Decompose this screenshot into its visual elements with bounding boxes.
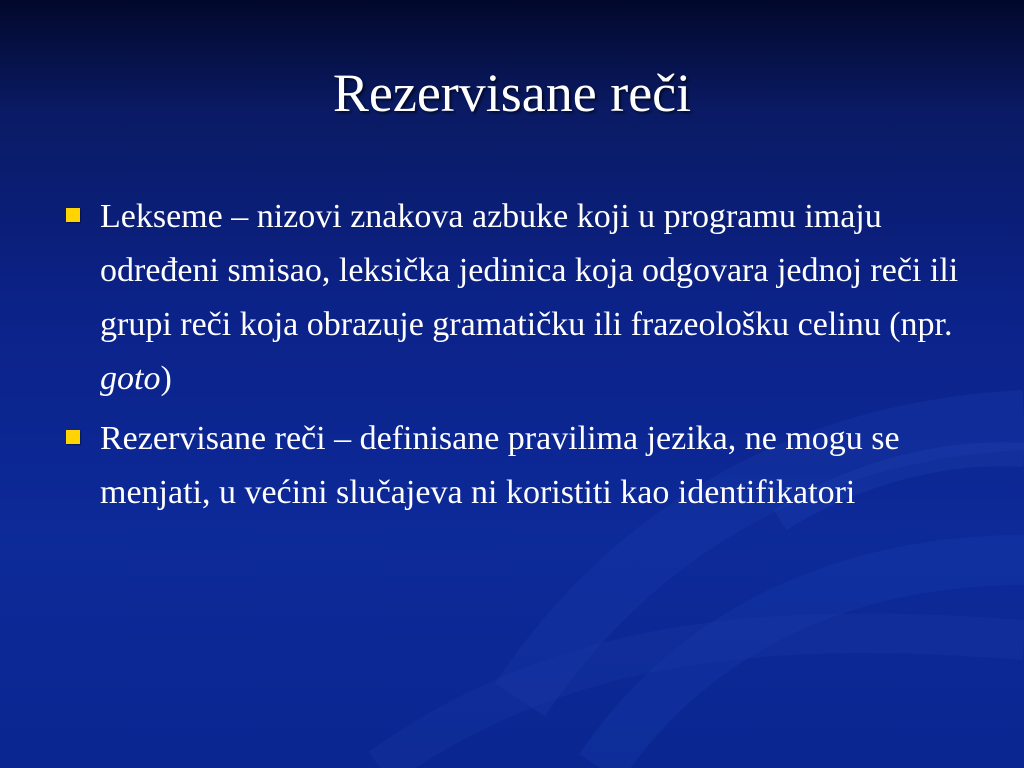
bullet-text: Lekseme – nizovi znakova azbuke koji u programu imaju određeni smisao, leksička jedinica koja odgovara jednoj reči ili grupi reči koja obrazuje gramatičku ili frazeološku celinu (npr. bbox=[100, 198, 959, 343]
bullet-text: Rezervisane reči – definisane pravilima jezika, ne mogu se menjati, u većini slučajeva ni koristiti kao identifikatori bbox=[100, 420, 900, 511]
bullet-item-lekseme bbox=[60, 190, 965, 406]
slide-title: Rezervisane reči bbox=[332, 63, 692, 123]
square-bullet-icon bbox=[66, 208, 80, 222]
bullet-item-rezervisane-reci bbox=[60, 412, 965, 520]
square-bullet-icon bbox=[66, 430, 80, 444]
bullet-list bbox=[60, 190, 965, 526]
bullet-text-suffix: ) bbox=[160, 360, 172, 397]
bullet-example-keyword: goto bbox=[100, 360, 161, 397]
